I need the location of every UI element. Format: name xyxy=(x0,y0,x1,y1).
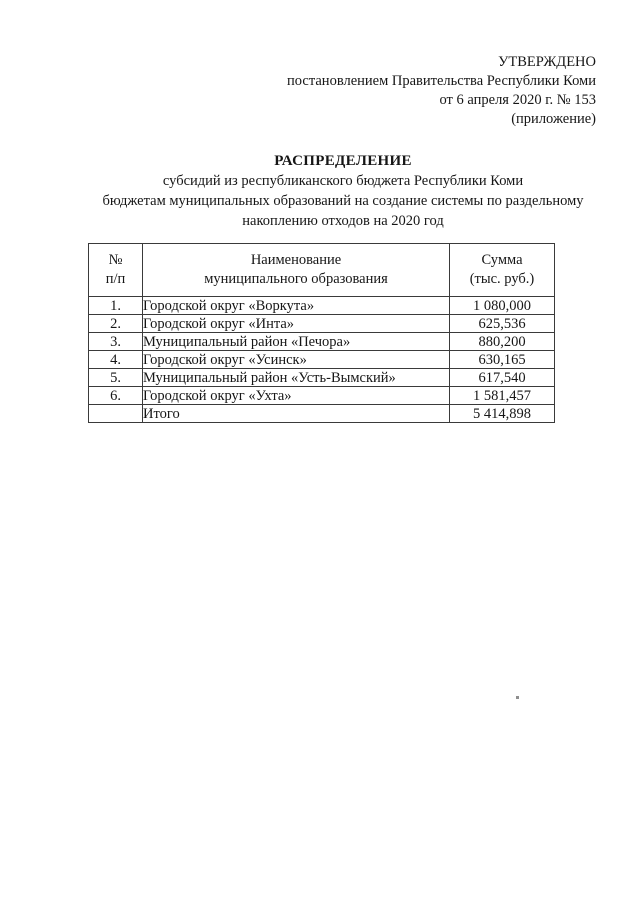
approval-line-resolution: постановлением Правительства Республики Коми xyxy=(287,73,596,89)
municipality-name: Городской округ «Воркута» xyxy=(143,297,450,315)
table-row xyxy=(89,333,555,351)
column-header-name-line2: муниципального образования xyxy=(204,271,388,287)
table-row xyxy=(89,351,555,369)
column-header-number-line1: № xyxy=(108,252,123,268)
document-title-block xyxy=(88,151,598,231)
table-row xyxy=(89,387,555,405)
table-row xyxy=(89,369,555,387)
column-header-sum-line2: (тыс. руб.) xyxy=(469,271,535,287)
table-row xyxy=(89,297,555,315)
row-number: 5. xyxy=(89,369,143,387)
approval-block xyxy=(287,53,596,129)
column-header-name xyxy=(143,244,450,297)
table-row xyxy=(89,315,555,333)
municipality-name: Городской округ «Ухта» xyxy=(143,387,450,405)
approval-line-approved: УТВЕРЖДЕНО xyxy=(498,54,596,70)
municipality-name: Муниципальный район «Усть-Вымский» xyxy=(143,369,450,387)
column-header-number-line2: п/п xyxy=(105,271,126,287)
row-number: 4. xyxy=(89,351,143,369)
document-subtitle-line-1: субсидий из республиканского бюджета Республики Коми xyxy=(162,173,524,189)
subsidy-amount: 880,200 xyxy=(450,333,555,351)
subsidy-amount: 1 080,000 xyxy=(450,297,555,315)
column-header-sum xyxy=(450,244,555,297)
column-header-name-line1: Наименование xyxy=(250,252,342,268)
column-header-sum-line1: Сумма xyxy=(481,252,523,268)
total-amount: 5 414,898 xyxy=(450,405,555,423)
municipality-name: Городской округ «Усинск» xyxy=(143,351,450,369)
row-number-empty xyxy=(89,405,143,423)
row-number: 3. xyxy=(89,333,143,351)
row-number: 2. xyxy=(89,315,143,333)
total-label: Итого xyxy=(143,405,450,423)
document-title: РАСПРЕДЕЛЕНИЕ xyxy=(274,153,412,169)
subsidy-amount: 617,540 xyxy=(450,369,555,387)
table-total-row xyxy=(89,405,555,423)
row-number: 1. xyxy=(89,297,143,315)
municipality-name: Муниципальный район «Печора» xyxy=(143,333,450,351)
municipality-name: Городской округ «Инта» xyxy=(143,315,450,333)
subsidy-amount: 625,536 xyxy=(450,315,555,333)
table-header-row xyxy=(89,244,555,297)
subsidy-amount: 630,165 xyxy=(450,351,555,369)
document-subtitle-line-3: накоплению отходов на 2020 год xyxy=(242,213,444,229)
subsidy-distribution-table xyxy=(88,243,555,423)
subsidy-amount: 1 581,457 xyxy=(450,387,555,405)
document-subtitle-line-2: бюджетам муниципальных образований на создание системы по раздельному xyxy=(102,193,584,209)
column-header-number xyxy=(89,244,143,297)
row-number: 6. xyxy=(89,387,143,405)
scan-artifact-dot xyxy=(516,696,519,699)
approval-line-date-number: от 6 апреля 2020 г. № 153 xyxy=(439,92,596,108)
approval-line-appendix: (приложение) xyxy=(511,111,596,127)
